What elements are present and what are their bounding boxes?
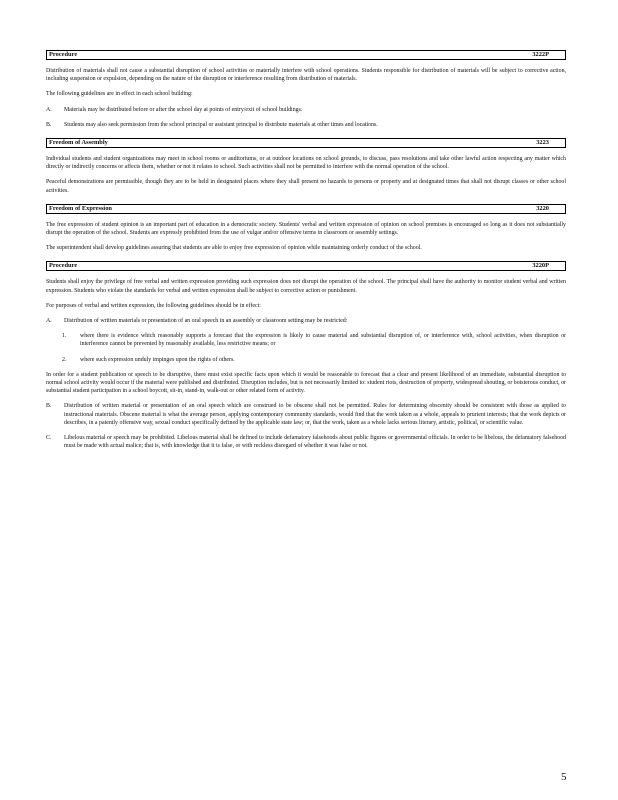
list-item-text: Distribution of written materials or presentation of an oral speech in an assembly or classroom setting may be restricted: <box>64 318 348 325</box>
list-item-label: C. <box>46 435 52 442</box>
list-item-label: A. <box>46 318 52 325</box>
policy-code: 3220 <box>536 204 549 212</box>
list-item-text: Distribution of written material or presentation of an oral speech which are construed to be obscene shall not be permitted. Rules for determining obscenity should be consistent with those as applied to instructional materials. Obscene material is what the average person, applying contemporary community standards, would find that the work taken as a whole, appeals to prurient interests; that the work depicts or describes, in a patently offensive way, sexual conduct specifically defined by the applicable state law; or, that the work, taken as a whole lacks serious literary, artistic, political, or scientific value. <box>64 403 566 426</box>
sub-list-item-text: where there is evidence which reasonably supports a forecast that the expression is likely to cause material and substantial disruption of, or interference with, school activities, when disruption or interference cannot be prevented by reasonably available, less restrictive means; or <box>80 333 566 348</box>
sub-list-item <box>62 332 566 348</box>
section-header-freedom-of-assembly <box>46 138 566 148</box>
list-item-label: B. <box>46 403 52 410</box>
section-title: Procedure <box>49 262 78 270</box>
section-title: Freedom of Expression <box>49 204 112 212</box>
paragraph: The superintendent shall develop guidelines assuring that students are able to enjoy free expression of opinion while maintaining orderly conduct of the school. <box>46 245 422 252</box>
paragraph: In order for a student publication or speech to be disruptive, there must exist specific facts upon which it would be reasonable to forecast that a clear and present likelihood of an immediate, substantial disruption to normal school activity would occur if the material were published and distributed. Disruption includes, but is not necessarily limited to: student riots, destruction of property, widespread shouting, or boisterous conduct, or substantial student participation in a school boycott, sit-in, stand-in, walk-out or other related form of activity. <box>46 371 566 395</box>
paragraph: Peaceful demonstrations are permissible, though they are to be held in designated places where they shall present no hazards to persons or property and at designated times that shall not disrupt classes or other school activities. <box>46 179 566 194</box>
paragraph: The free expression of student opinion is an important part of education in a democratic society. Students' verbal and written expression of opinion on school premises is encouraged so long as it does not substantially disrupt the operation of the school. Students are expressly prohibited from the use of vulgar and/or offensive terms in classroom or assembly settings. <box>46 221 566 237</box>
section-title: Freedom of Assembly <box>49 139 108 147</box>
sub-list-item-label: 1. <box>62 333 67 340</box>
list-item <box>46 402 566 427</box>
page-number: 5 <box>561 771 567 783</box>
section-title: Procedure <box>49 51 78 58</box>
list-item-label: B. <box>46 121 52 128</box>
list-item <box>46 434 566 450</box>
list-item-text: Students may also seek permission from the school principal or assistant principal to distribute materials at other times and locations. <box>64 121 378 128</box>
section-header-procedure-3222p <box>46 50 566 60</box>
paragraph: Individual students and student organizations may meet in school rooms or auditoriums, or at outdoor locations on school grounds, to discuss, pass resolutions and take other lawful action respecting any matter which directly or indirectly concerns or affects them, whether or not it relates to school. Such activities shall not be permitted to interfere with the normal operation of the school. <box>46 156 566 171</box>
paragraph: Distribution of materials shall not cause a substantial disruption of school activities or materially interfere with school operations. Students responsible for distribution of materials will be subject to corrective action, including suspension or expulsion, depending on the nature of the disruption or interference resulting from distribution of materials. <box>46 68 566 83</box>
paragraph: The following guidelines are in effect in each school building: <box>46 91 193 98</box>
list-item <box>46 317 566 325</box>
section-header-procedure-3220p <box>46 261 566 271</box>
paragraph: Students shall enjoy the privilege of free verbal and written expression providing such expression does not disrupt the operation of the school. The principal shall have the authority to monitor student verbal and written expression. Students who violate the standards for verbal and written expression shall be subject to corrective action or punishment. <box>46 279 566 294</box>
document-page <box>46 50 566 457</box>
list-item-text: Materials may be distributed before or after the school day at points of entry/exit of school buildings. <box>64 106 303 113</box>
section-header-freedom-of-expression <box>46 204 566 214</box>
sub-list-item-label: 2. <box>62 356 67 363</box>
policy-code: 3223 <box>536 139 549 147</box>
paragraph: For purposes of verbal and written expression, the following guidelines should be in effect: <box>46 302 261 309</box>
list-item <box>46 106 566 114</box>
list-item <box>46 121 566 129</box>
list-item-text: Libelous material or speech may be prohibited. Libelous material shall be defined to include defamatory falsehoods about public figures or governmental officials. In order to be libelous, the defamatory falsehood must be made with actual malice; that is, with knowledge that it is false, or with reckless disregard of whether it was false or not. <box>64 435 566 450</box>
sub-list-item <box>62 356 566 364</box>
policy-code: 3222P <box>532 51 549 58</box>
sub-list-item-text: where such expression unduly impinges upon the rights of others. <box>80 356 235 363</box>
list-item-label: A. <box>46 106 52 113</box>
policy-code: 3220P <box>532 262 549 270</box>
